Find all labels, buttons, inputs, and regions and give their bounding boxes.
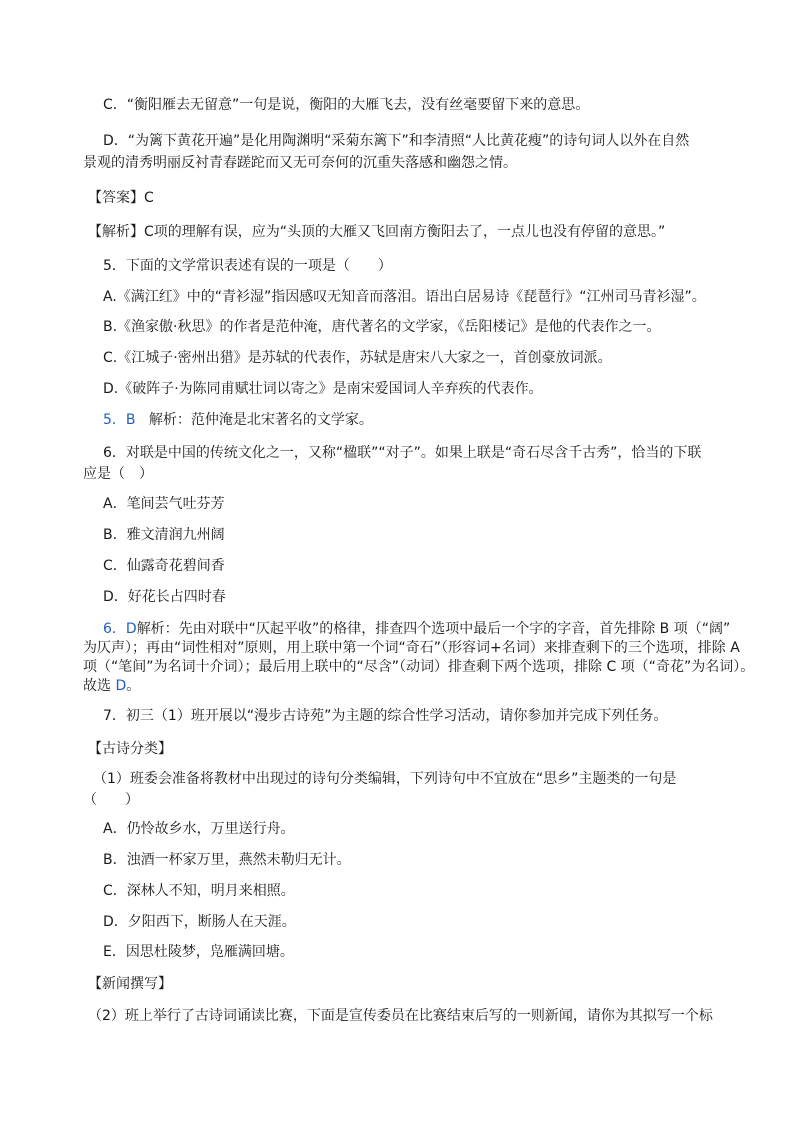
option-a-q7: A．仍怜故乡水，万里送行舟。 — [103, 821, 295, 837]
question-6-line1: 6．对联是中国的传统文化之一，又称“楹联”“对子”。如果上联是“奇石尽含千古秀”，恰当的下联 — [103, 445, 702, 461]
option-b-q7: B．浊酒一杯家万里，燕然未勒归无计。 — [103, 852, 351, 868]
answer-q6-key: 6．D — [103, 621, 137, 637]
question-7-1-line2: （ ） — [83, 792, 139, 808]
question-5: 5．下面的文学常识表述有误的一项是（ ） — [103, 258, 392, 274]
answer-q6-line2: 为仄声）；再由“词性相对”原则，用上联中第一个词“奇石”（形容词+名词）来排查剩下的三个选项，排除 A — [83, 640, 740, 656]
question-7: 7．初三（1）班开展以“漫步古诗苑”为主题的综合性学习活动，请你参加并完成下列任务。 — [103, 708, 668, 724]
option-e-q7: E．因思杜陵梦，凫雁满回塘。 — [103, 944, 294, 960]
answer-q5-analysis: 解析：范仲淹是北宋著名的文学家。 — [148, 412, 373, 428]
option-d-q6: D．好花长占四时春 — [103, 589, 226, 605]
option-c-q5: C.《江城子·密州出猎》是苏轼的代表作，苏轼是唐宋八大家之一，首创豪放词派。 — [103, 350, 612, 366]
option-d-q4-line2: 景观的清秀明丽反衬青春蹉跎而又无可奈何的沉重失落感和幽怨之情。 — [83, 155, 517, 171]
question-6-line2: 应是（ ） — [83, 466, 153, 482]
answer-q5 — [103, 412, 373, 428]
option-b-q5: B.《渔家傲·秋思》的作者是范仲淹，唐代著名的文学家，《岳阳楼记》是他的代表作之一。 — [103, 319, 661, 335]
answer-q6-line4: 故选 D。 — [83, 678, 141, 694]
option-d-q4-line1: D．“为篱下黄花开遍”是化用陶渊明“采菊东篱下”和李清照“人比黄花瘦”的诗句词人以外在自然 — [103, 133, 690, 149]
option-a-q5: A.《满江红》中的“青衫湿”指因感叹无知音而落泪。语出白居易诗《琵琶行》“江州司马青衫湿”。 — [103, 289, 706, 305]
section-news-writing: 【新闻撰写】 — [88, 976, 172, 992]
section-poem-classification: 【古诗分类】 — [88, 741, 172, 757]
answer-q6-line1 — [103, 621, 730, 637]
analysis-q4 — [88, 224, 665, 240]
option-b-q6: B．雅文清润九州阔 — [103, 527, 225, 543]
option-d-q5: D.《破阵子·为陈同甫赋壮词以寄之》是南宋爱国词人辛弃疾的代表作。 — [103, 381, 543, 397]
answer-q6-choice: D — [115, 678, 127, 694]
answer-q6-analysis: 解析：先由对联中“仄起平收”的格律，排查四个选项中最后一个字的字音，首先排除 B 项（“阔” — [136, 621, 731, 637]
option-c-q4: C．“衡阳雁去无留意”一句是说，衡阳的大雁飞去，没有丝毫要留下来的意思。 — [103, 97, 590, 113]
answer-q4: 【答案】C — [88, 190, 154, 206]
answer-q5-key: 5．B — [103, 412, 136, 428]
option-a-q6: A．笔间芸气吐芬芳 — [103, 496, 225, 512]
option-c-q6: C．仙露奇花碧间香 — [103, 558, 225, 574]
analysis-label: 【解析】 — [88, 224, 144, 240]
option-c-q7: C．深林人不知，明月来相照。 — [103, 883, 295, 899]
question-7-2: （2）班上举行了古诗词诵读比赛，下面是宣传委员在比赛结束后写的一则新闻，请你为其拟写一个标 — [88, 1008, 713, 1024]
question-7-1-line1: （1）班委会准备将教材中出现过的诗句分类编辑，下列诗句中不宜放在“思乡”主题类的一句是 — [93, 771, 677, 787]
option-d-q7: D．夕阳西下，断肠人在天涯。 — [103, 914, 296, 930]
analysis-text: C项的理解有误，应为“头顶的大雁又飞回南方衡阳去了，一点儿也没有停留的意思。” — [144, 224, 666, 240]
answer-q6-line3: 项（“笔间”为名词十介词）；最后用上联中的“尽含”（动词）排查剩下两个选项，排除 C 项（“奇花”为名词）。 — [83, 659, 755, 675]
